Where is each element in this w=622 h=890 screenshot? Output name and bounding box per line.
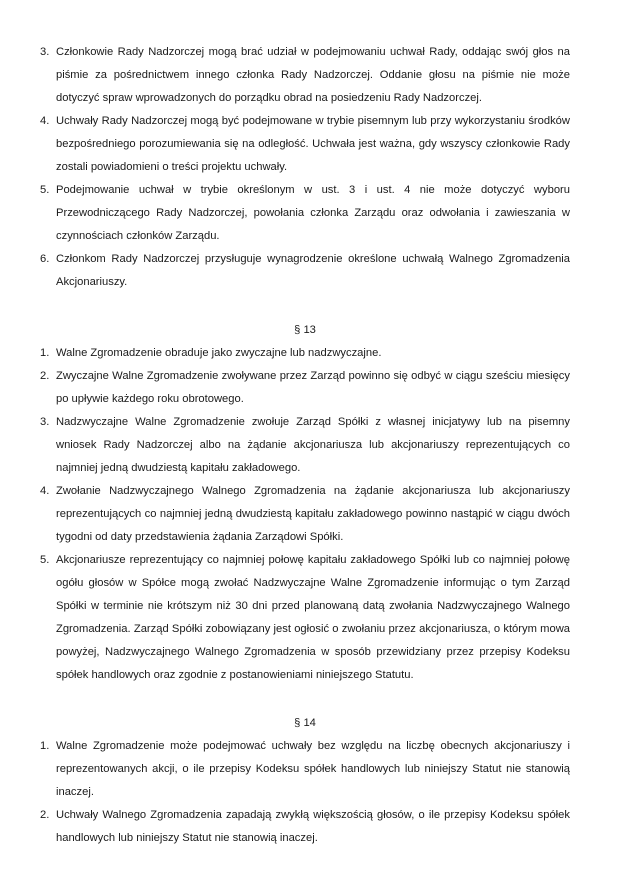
section-13-list (40, 342, 570, 687)
list-item (40, 735, 570, 804)
list-item (40, 549, 570, 687)
list-item (40, 480, 570, 549)
item-number: 5. (40, 554, 50, 566)
item-text: Walne Zgromadzenie może podejmować uchwały bez względu na liczbę obecnych akcjonariuszy i reprezentowanych akcji, o ile przepisy Kodeksu spółek handlowych lub niniejszy Statut nie stanowią inaczej. (56, 740, 570, 798)
spacer (40, 687, 570, 712)
item-number: 2. (40, 809, 50, 821)
item-text: Nadzwyczajne Walne Zgromadzenie zwołuje Zarząd Spółki z własnej inicjatywy lub na pisemny wniosek Rady Nadzorczej albo na żądanie akcjonariusza lub akcjonariuszy reprezentujących co najmniej jedną dwudziestą kapitału zakładowego. (56, 416, 570, 474)
list-item (40, 110, 570, 179)
section-14-list (40, 735, 570, 850)
item-number: 2. (40, 370, 50, 382)
item-number: 3. (40, 46, 50, 58)
section-heading-14: § 14 (294, 717, 316, 729)
item-text: Walne Zgromadzenie obraduje jako zwyczajne lub nadzwyczajne. (56, 347, 382, 359)
list-item (40, 365, 570, 411)
item-number: 3. (40, 416, 50, 428)
list-item (40, 804, 570, 850)
section-heading-13: § 13 (294, 324, 316, 336)
item-number: 4. (40, 485, 50, 497)
item-text: Zwołanie Nadzwyczajnego Walnego Zgromadzenia na żądanie akcjonariusza lub akcjonariuszy reprezentujących co najmniej jedną dwudziestą kapitału zakładowego powinno nastąpić w ciągu dwóch tygodni od daty przedstawienia żądania Zarządowi Spółki. (56, 485, 570, 543)
item-text: Członkowie Rady Nadzorczej mogą brać udział w podejmowaniu uchwał Rady, oddając swój głos na piśmie za pośrednictwem innego członka Rady Nadzorczej. Oddanie głosu na piśmie nie może dotyczyć spraw wprowadzonych do porządku obrad na posiedzeniu Rady Nadzorczej. (56, 46, 570, 104)
item-text: Uchwały Rady Nadzorczej mogą być podejmowane w trybie pisemnym lub przy wykorzystaniu środków bezpośredniego porozumiewania się na odległość. Uchwała jest ważna, gdy wszyscy członkowie Rady zostali powiadomieni o treści projektu uchwały. (56, 115, 570, 173)
item-text: Podejmowanie uchwał w trybie określonym w ust. 3 i ust. 4 nie może dotyczyć wyboru Przewodniczącego Rady Nadzorczej, powołania członka Zarządu oraz odwołania i zawieszania w czynnościach członków Zarządu. (56, 184, 570, 242)
item-text: Członkom Rady Nadzorczej przysługuje wynagrodzenie określone uchwałą Walnego Zgromadzenia Akcjonariuszy. (56, 253, 570, 288)
item-number: 6. (40, 253, 50, 265)
item-number: 1. (40, 740, 50, 752)
item-text: Akcjonariusze reprezentujący co najmniej połowę kapitału zakładowego Spółki lub co najmniej połowę ogółu głosów w Spółce mogą zwołać Nadzwyczajne Walne Zgromadzenie informując o tym Zarząd Spółki w terminie nie krótszym niż 30 dni przed planowaną datą zwołania Nadzwyczajnego Walnego Zgromadzenia. Zarząd Spółki zobowiązany jest ogłosić o zwołaniu przez akcjonariusza, o którym mowa powyżej, Nadzwyczajnego Walnego Zgromadzenia w sposób przewidziany przez przepisy Kodeksu spółek handlowych oraz zgodnie z postanowieniami niniejszego Statutu. (56, 554, 570, 681)
list-item (40, 342, 570, 365)
item-number: 5. (40, 184, 50, 196)
list-item (40, 248, 570, 294)
list-item (40, 179, 570, 248)
item-text: Zwyczajne Walne Zgromadzenie zwoływane przez Zarząd powinno się odbyć w ciągu sześciu miesięcy po upływie każdego roku obrotowego. (56, 370, 570, 405)
rada-nadzorcza-list (40, 41, 570, 294)
item-number: 1. (40, 347, 50, 359)
list-item (40, 411, 570, 480)
spacer (40, 294, 570, 319)
item-text: Uchwały Walnego Zgromadzenia zapadają zwykłą większością głosów, o ile przepisy Kodeksu spółek handlowych lub niniejszy Statut nie stanowią inaczej. (56, 809, 570, 844)
item-number: 4. (40, 115, 50, 127)
list-item (40, 41, 570, 110)
